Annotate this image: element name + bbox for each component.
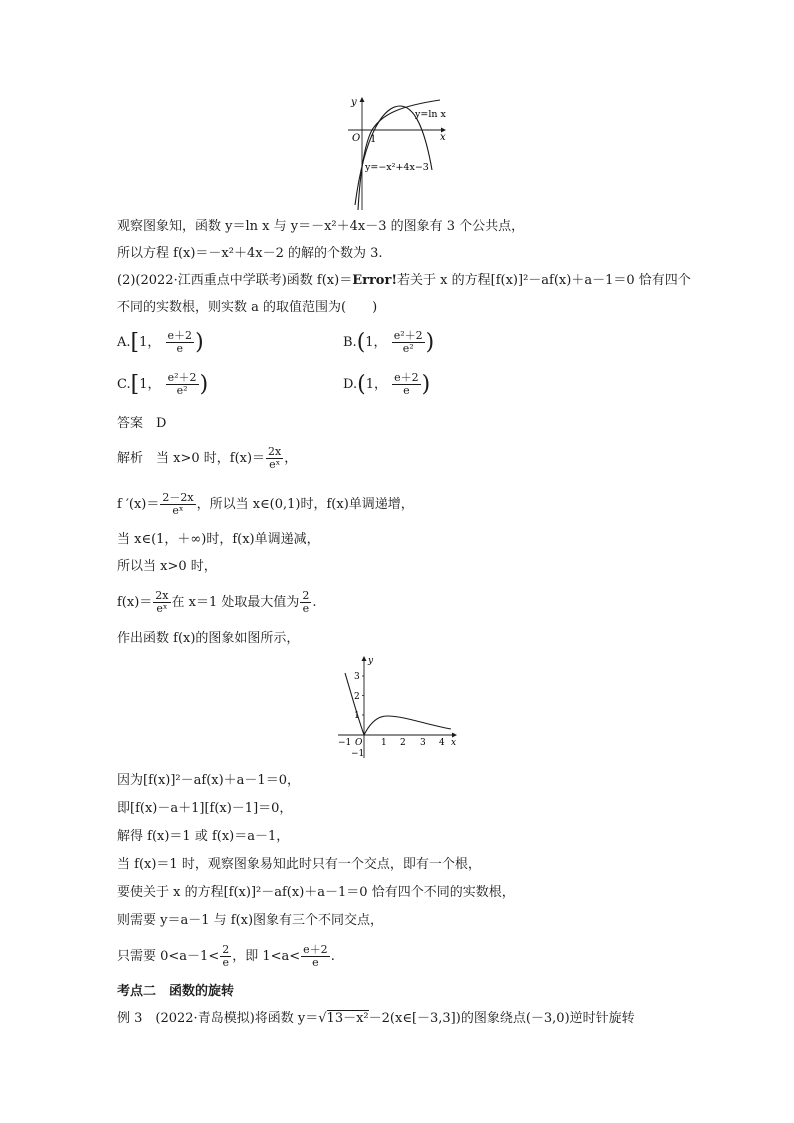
x-axis-label: x [451, 738, 457, 748]
analysis-line-derivative: f ′(x)＝ $\frac{2-2x}{\text{eˣ}}$ ，所以当 x∈(0,1)时，f(x)单调递增， [117, 491, 414, 517]
option-d[interactable]: D.(1， $\frac{e+2}{e}$ ) [343, 371, 431, 397]
text-need: 要使关于 x 的方程[f(x)]²－af(x)＋a－1＝0 恰有四个不同的实数根， [117, 885, 515, 900]
option-a-lower: 1， [139, 335, 161, 350]
question-condition: 若关于 x 的方程[f(x)]²－af(x)＋a－1＝0 恰有四个 [397, 273, 691, 288]
sqrt-body: 13－x² [326, 1011, 369, 1026]
x-tick-2: 2 [400, 738, 406, 748]
fraction-2-over-e-bound: $\frac{2}{e}$ [222, 943, 230, 969]
y-axis-label: y [368, 656, 374, 666]
parabola-curve [355, 106, 432, 205]
text-when1: 当 f(x)＝1 时，观察图象易知此时只有一个交点，即有一个根， [117, 857, 481, 872]
analysis-line-1: 解析 当 x>0 时，f(x)＝ $\frac{2x}{\text{eˣ}}$ ， [117, 445, 298, 471]
y-axis-arrow [360, 97, 365, 102]
option-d-fraction: $\frac{e+2}{e}$ [394, 371, 419, 397]
fraction-derivative: $\frac{2-2x}{\text{eˣ}}$ [162, 491, 194, 517]
analysis-line-decreasing: 当 x∈(1，＋∞)时，f(x)单调递减， [117, 532, 320, 547]
section-heading: 考点二 函数的旋转 [117, 984, 235, 999]
text-then: 则需要 y＝a－1 与 f(x)图象有三个不同交点， [117, 913, 384, 928]
y-axis-arrow [362, 656, 367, 661]
parabola-label: y=−x²+4x−3 [365, 162, 429, 173]
text-line-solutions: 所以方程 f(x)＝－x²＋4x－2 的解的个数为 3. [117, 246, 383, 261]
option-b-letter: B. [343, 335, 357, 350]
x-axis-arrow [452, 733, 457, 738]
option-c[interactable]: C.[1， $\frac{\text{e²＋2}}{\text{e²}}$ ) [117, 371, 209, 397]
graph-ln-vs-parabola [340, 90, 455, 212]
option-d-letter: D. [343, 377, 358, 392]
fx-right-branch [364, 716, 451, 735]
answer-line: 答案 D [117, 416, 167, 431]
error-marker: Error! [352, 273, 398, 288]
origin-label: O [352, 133, 361, 144]
x-tick-4: 4 [439, 738, 445, 748]
analysis-line-maximum: f(x)＝ $\frac{2x}{\text{eˣ}}$ 在 x＝1 处取最大值为 $\frac{2}{e}$ . [117, 589, 317, 615]
fx-left-branch [345, 673, 364, 735]
x-tick-3: 3 [420, 738, 426, 748]
option-c-lower: 1， [139, 377, 161, 392]
example-3-line: 例 3 (2022·青岛模拟)将函数 y＝√13－x²－2(x∈[－3,3])的图象绕点(－3,0)逆时针旋转 [117, 1011, 635, 1026]
option-c-fraction: $\frac{\text{e²＋2}}{\text{e²}}$ [167, 371, 197, 397]
tick-1-label: 1 [370, 134, 377, 145]
text-line-observe: 观察图象知，函数 y＝ln x 与 y＝－x²＋4x－3 的图象有 3 个公共点， [117, 219, 525, 234]
ln-label: y=ln x [415, 109, 446, 120]
origin-label: O [355, 738, 363, 748]
fraction-2x-over-ex-2: $\frac{2x}{\text{eˣ}}$ [155, 589, 169, 615]
text-because: 因为[f(x)]²－af(x)＋a－1＝0， [117, 773, 300, 788]
analysis-line-so: 所以当 x>0 时， [117, 559, 217, 574]
fraction-e-plus-2-over-e: $\frac{e+2}{e}$ [303, 943, 328, 969]
graph-fx [335, 653, 460, 763]
option-d-lower: 1， [365, 377, 387, 392]
option-a[interactable]: A.[1， $\frac{e+2}{e}$ ) [117, 329, 204, 355]
text-solve: 解得 f(x)＝1 或 f(x)＝a－1， [117, 829, 290, 844]
option-b[interactable]: B.(1， $\frac{\text{e²＋2}}{\text{e²}}$ ) [343, 329, 435, 355]
y-tick-neg1: −1 [351, 749, 365, 759]
fraction-2x-over-ex: $\frac{2x}{\text{eˣ}}$ [268, 445, 282, 471]
x-axis-label: x [440, 132, 446, 143]
option-b-lower: 1， [365, 335, 387, 350]
option-b-fraction: $\frac{\text{e²＋2}}{\text{e²}}$ [393, 329, 423, 355]
question-intro: (2)(2022·江西重点中学联考)函数 f(x)＝ [117, 273, 353, 288]
y-tick-2: 2 [354, 692, 360, 702]
x-tick-1: 1 [381, 738, 387, 748]
option-c-letter: C. [117, 377, 131, 392]
question-line-1 [117, 272, 691, 290]
option-a-fraction: $\frac{e+2}{e}$ [167, 329, 193, 355]
question-line-2: 不同的实数根，则实数 a 的取值范围为( ) [117, 300, 378, 315]
x-tick-neg1: −1 [338, 738, 352, 748]
text-ie: 即[f(x)－a＋1][f(x)－1]＝0， [117, 801, 293, 816]
option-a-letter: A. [117, 335, 131, 350]
y-axis-label: y [351, 97, 357, 108]
sqrt-sign: √ [318, 1011, 327, 1026]
fraction-2-over-e: $\frac{2}{e}$ [302, 589, 310, 615]
y-tick-3: 3 [354, 672, 360, 682]
analysis-line-draw: 作出函数 f(x)的图象如图所示， [117, 631, 300, 646]
text-only: 只需要 0<a－1< $\frac{2}{e}$ ，即 1<a< $\frac{e+2}{e}$ . [117, 943, 335, 969]
y-tick-1: 1 [354, 711, 360, 721]
